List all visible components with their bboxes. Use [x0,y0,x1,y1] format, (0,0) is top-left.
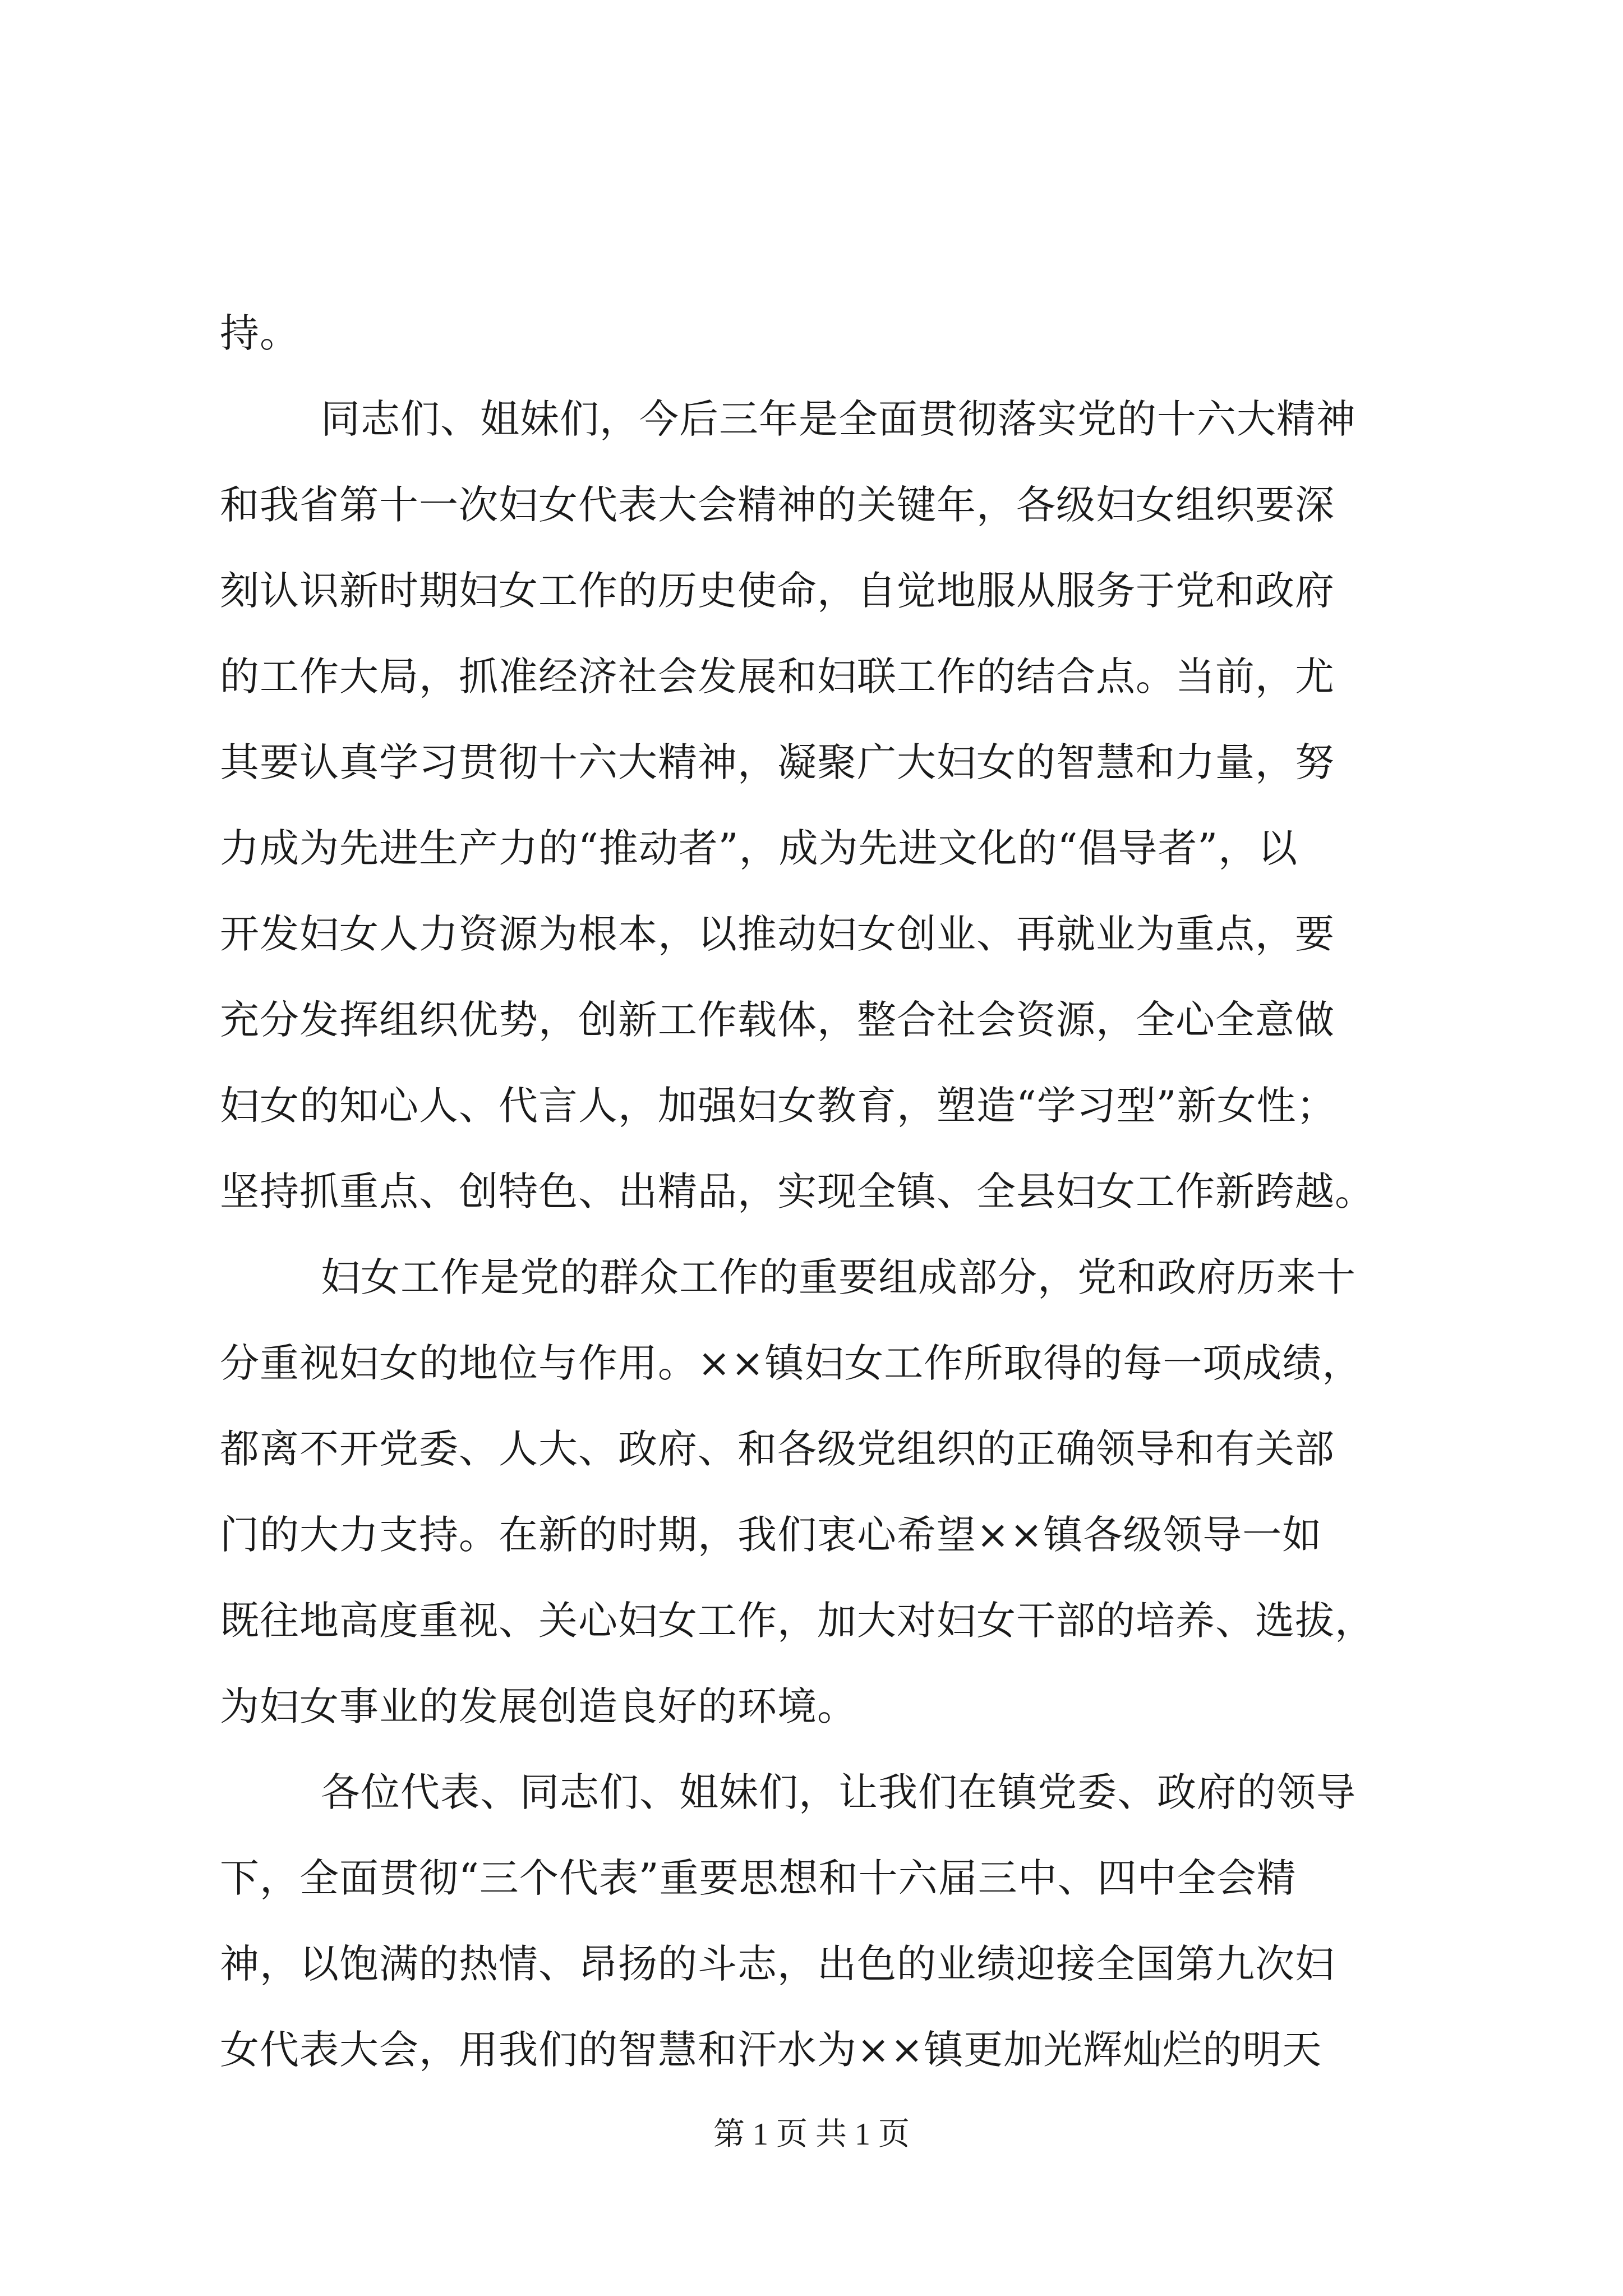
text-line: 下，全面贯彻“三个代表”重要思想和十六届三中、四中全会精 [220,1855,1297,1901]
page-number-footer: 第 1 页 共 1 页 [713,2117,910,2152]
text-line: 充分发挥组织优势，创新工作载体，整合社会资源，全心全意做 [220,997,1335,1043]
text-line-paragraph-start: 各位代表、同志们、姐妹们，让我们在镇党委、政府的领导 [321,1769,1356,1815]
text-line: 门的大力支持。在新的时期，我们衷心希望××镇各级领导一如 [220,1512,1322,1558]
text-line-paragraph-start: 同志们、姐妹们，今后三年是全面贯彻落实党的十六大精神 [321,396,1356,442]
text-line: 的工作大局，抓准经济社会发展和妇联工作的结合点。当前，尤 [220,654,1335,700]
text-line: 为妇女事业的发展创造良好的环境。 [220,1683,857,1729]
text-line: 妇女的知心人、代言人，加强妇女教育，塑造“学习型”新女性； [220,1083,1336,1129]
document-body [220,291,1414,2093]
text-line: 刻认识新时期妇女工作的历史使命，自觉地服从服务于党和政府 [220,568,1335,614]
text-line: 女代表大会，用我们的智慧和汗水为××镇更加光辉灿烂的明天 [220,2027,1322,2073]
text-line: 既往地高度重视、关心妇女工作，加大对妇女干部的培养、选拔， [220,1598,1375,1644]
text-line: 其要认真学习贯彻十六大精神，凝聚广大妇女的智慧和力量，努 [220,739,1335,785]
text-line: 和我省第十一次妇女代表大会精神的关键年，各级妇女组织要深 [220,482,1335,528]
text-line: 坚持抓重点、创特色、出精品，实现全镇、全县妇女工作新跨越。 [220,1168,1375,1214]
text-line: 力成为先进生产力的“推动者”，成为先进文化的“倡导者”，以 [220,825,1298,871]
text-line: 开发妇女人力资源为根本，以推动妇女创业、再就业为重点，要 [220,911,1335,957]
text-line: 持。 [220,310,299,356]
text-line: 分重视妇女的地位与作用。××镇妇女工作所取得的每一项成绩， [220,1340,1362,1386]
text-line: 都离不开党委、人大、政府、和各级党组织的正确领导和有关部 [220,1426,1335,1472]
text-line: 神，以饱满的热情、昂扬的斗志，出色的业绩迎接全国第九次妇 [220,1941,1335,1987]
text-line-paragraph-start: 妇女工作是党的群众工作的重要组成部分，党和政府历来十 [321,1254,1356,1300]
